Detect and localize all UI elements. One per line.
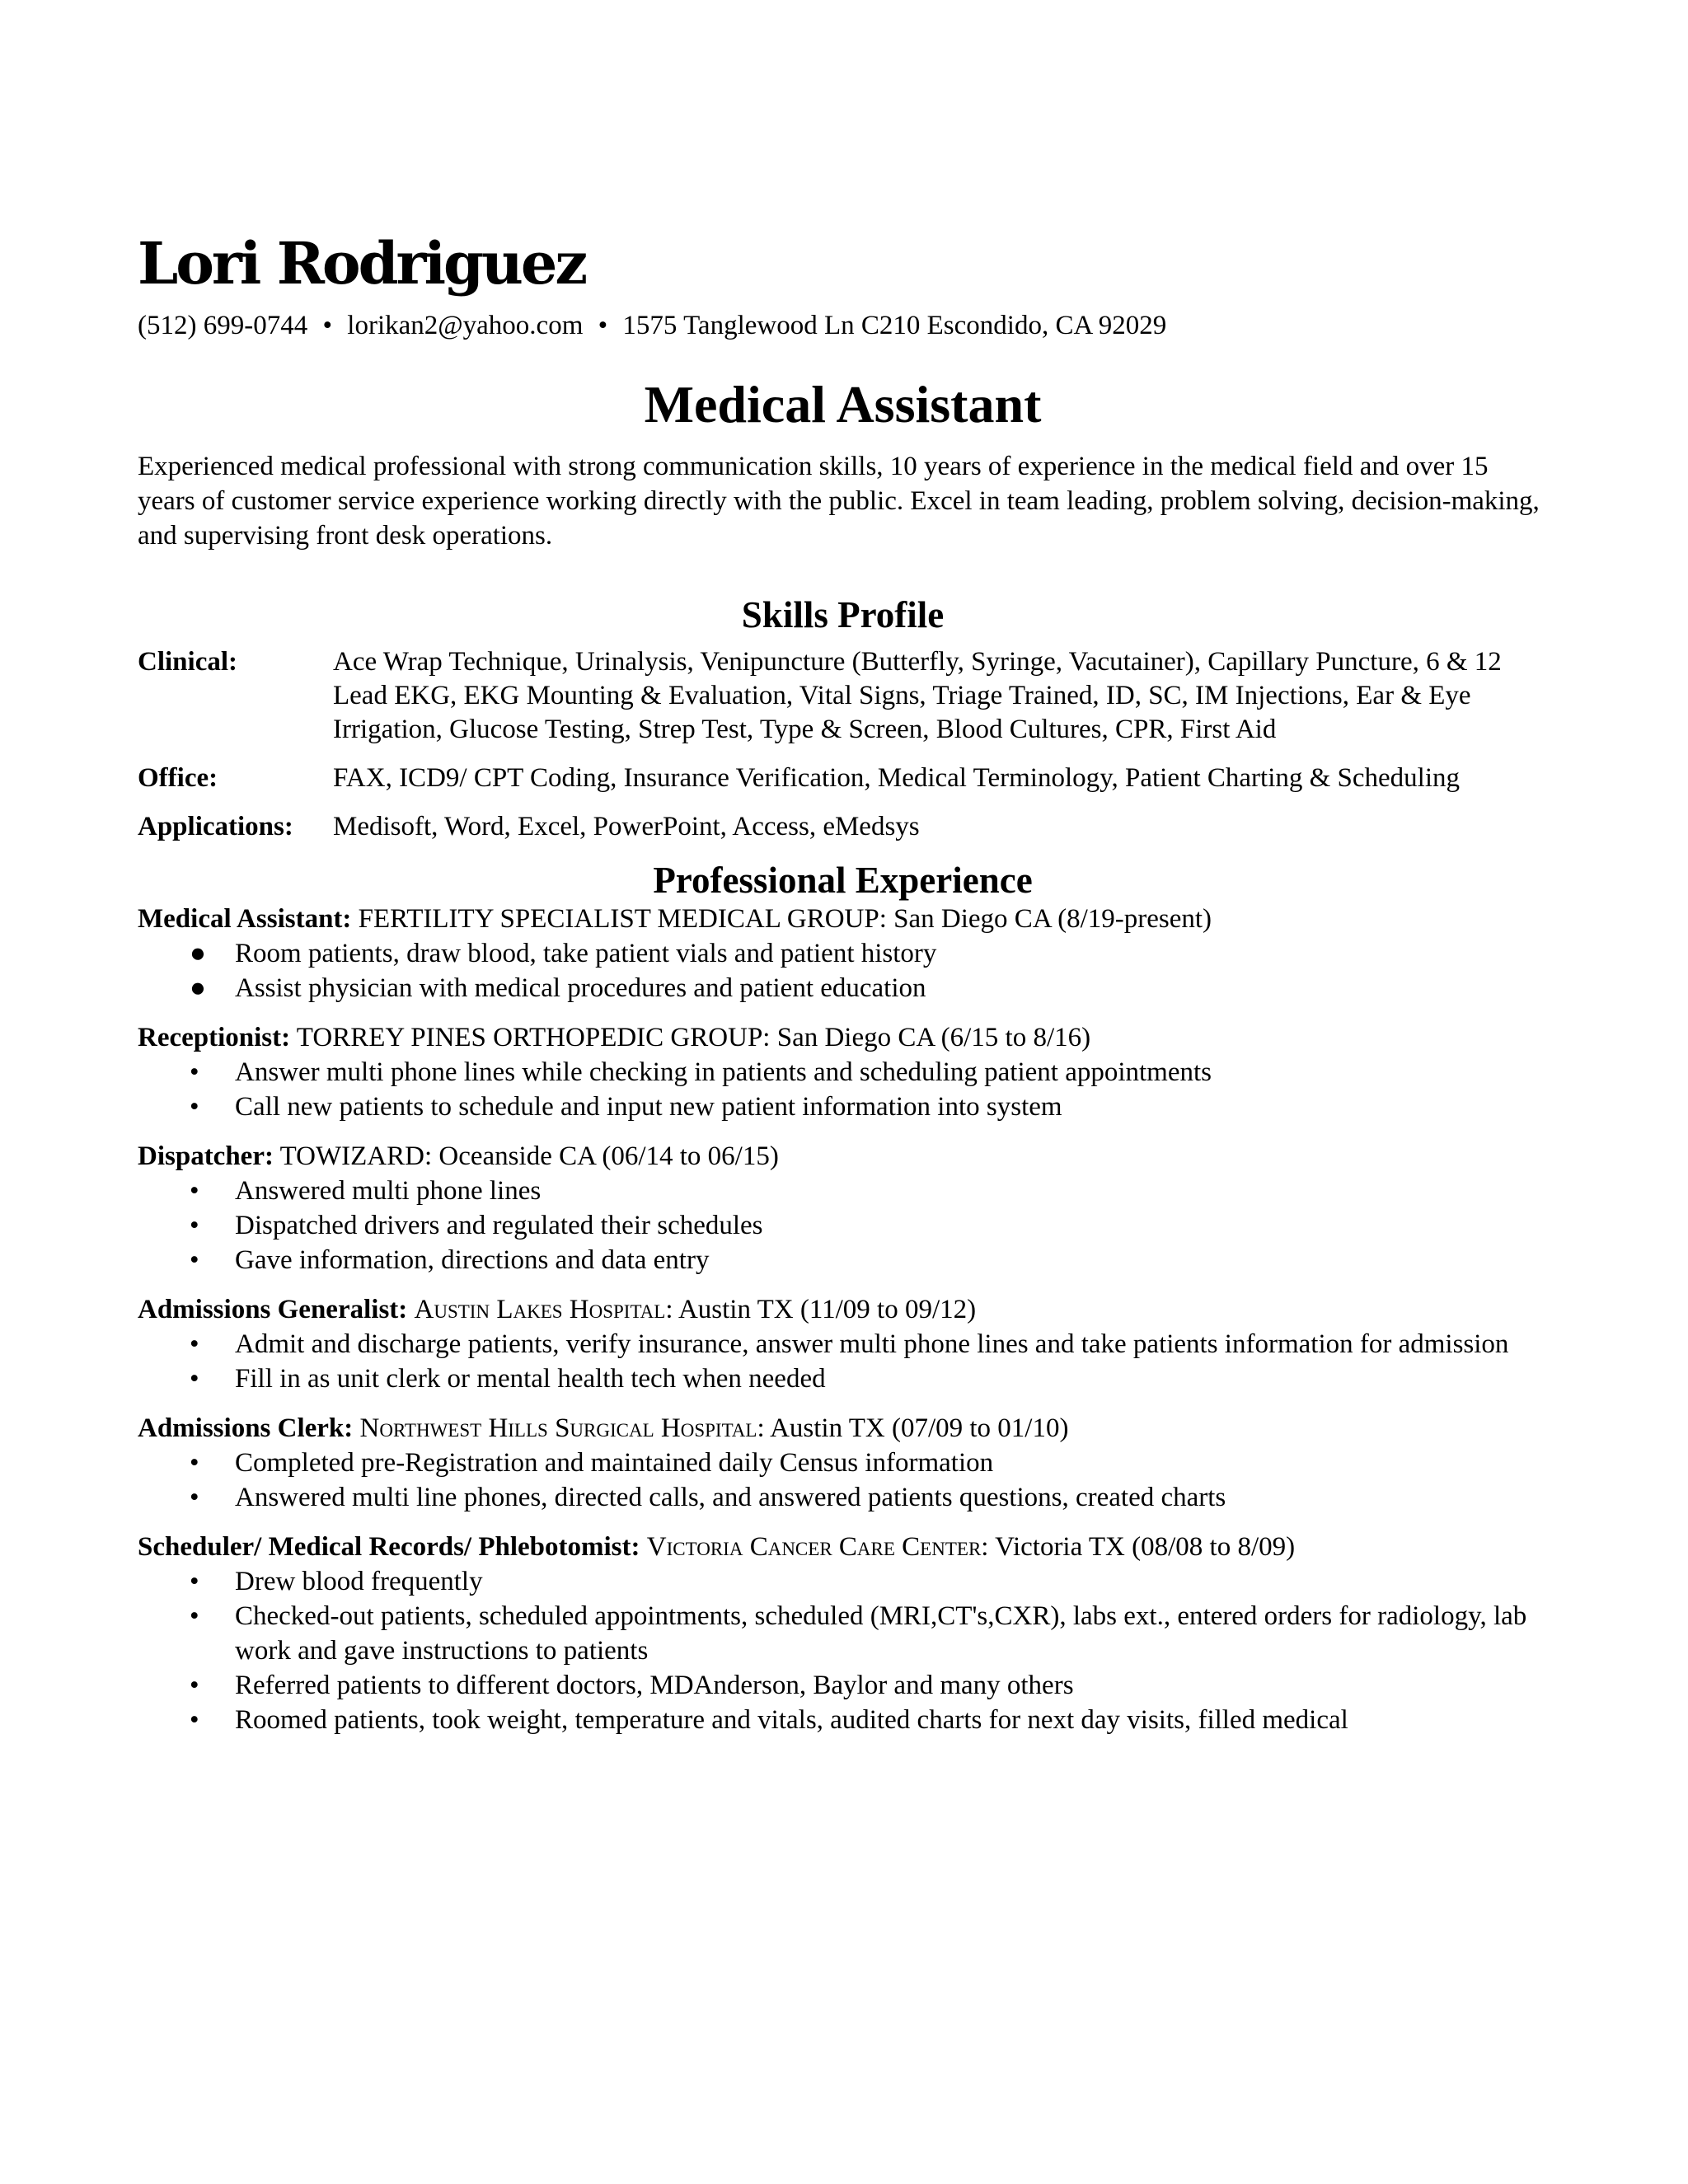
duty-text: Assist physician with medical procedures and patient education [235, 973, 926, 1003]
job-location-dates: Austin TX (11/09 to 09/12) [678, 1295, 977, 1324]
experience-list [138, 902, 1548, 1737]
contact-separator-1: • [322, 311, 333, 340]
skill-value: FAX, ICD9/ CPT Coding, Insurance Verification, Medical Terminology, Patient Charting & Scheduling [333, 763, 1461, 793]
skill-value: Medisoft, Word, Excel, PowerPoint, Access, eMedsys [333, 812, 920, 841]
duty-item [138, 1174, 1548, 1208]
job-employer: FERTILITY SPECIALIST MEDICAL GROUP: [358, 904, 887, 934]
duty-text: Answered multi phone lines [235, 1176, 542, 1206]
job-role: Scheduler/ Medical Records/ Phlebotomist: [138, 1532, 640, 1562]
job-employer: Austin Lakes Hospital: [414, 1295, 673, 1324]
duty-list [138, 1327, 1548, 1396]
job-role: Admissions Generalist: [138, 1295, 408, 1324]
duty-text: Drew blood frequently [235, 1567, 483, 1596]
skill-value: Ace Wrap Technique, Urinalysis, Venipuncture (Butterfly, Syringe, Vacutainer), Capillary Puncture, 6 & 12 Lead EKG, EKG Mounting & Evaluation, Vital Signs, Triage Trained, ID, SC, IM Injections, Ear & Eye Irrigation, Glucose Testing, Strep Test, Type & Screen, Blood Cultures, CPR, First Aid [333, 647, 1502, 744]
duty-text: Gave information, directions and data entry [235, 1245, 710, 1275]
duty-list [138, 1055, 1548, 1124]
duty-text: Completed pre-Registration and maintained daily Census information [235, 1448, 994, 1478]
job-entry-receptionist [138, 1020, 1548, 1124]
job-employer: Northwest Hills Surgical Hospital: [359, 1413, 765, 1443]
duty-text: Admit and discharge patients, verify insurance, answer multi phone lines and take patients information for admission [235, 1329, 1509, 1359]
skill-label: Clinical: [138, 647, 237, 677]
bullet-icon: • [190, 1601, 199, 1631]
duty-item [138, 1480, 1548, 1515]
duty-text: Roomed patients, took weight, temperature and vitals, audited charts for next day visits, filled medical [235, 1705, 1348, 1735]
bullet-icon: ● [190, 939, 206, 968]
skill-row-clinical [138, 645, 1548, 747]
contact-address: 1575 Tanglewood Ln C210 Escondido, CA 92029 [622, 311, 1167, 340]
bullet-icon: • [190, 1245, 199, 1275]
job-entry-admissions-generalist [138, 1292, 1548, 1396]
summary-paragraph: Experienced medical professional with strong communication skills, 10 years of experience in the medical field and over 15 years of customer service experience working directly with the public. Excel in team leading, problem solving, decision-making, and supervising front desk operations. [138, 452, 1540, 551]
contact-phone: (512) 699-0744 [138, 311, 308, 340]
skill-label: Office: [138, 763, 218, 793]
job-location-dates: Oceanside CA (06/14 to 06/15) [438, 1141, 779, 1171]
bullet-icon: • [190, 1329, 199, 1359]
job-header [138, 1020, 1548, 1055]
candidate-name: Lori Rodriguez [138, 229, 586, 298]
duty-item [138, 1446, 1548, 1480]
job-location-dates: Victoria TX (08/08 to 8/09) [995, 1532, 1296, 1562]
duty-list [138, 936, 1548, 1005]
contact-email: lorikan2@yahoo.com [347, 311, 584, 340]
job-entry-medical-assistant [138, 902, 1548, 1005]
duty-text: Answered multi line phones, directed calls, and answered patients questions, created charts [235, 1483, 1226, 1512]
skills-list [138, 645, 1548, 844]
duty-text: Checked-out patients, scheduled appointments, scheduled (MRI,CT's,CXR), labs ext., entered orders for radiology, lab work and gave instructions to patients [235, 1601, 1527, 1666]
bullet-icon: • [190, 1057, 199, 1087]
bullet-icon: ● [190, 973, 206, 1003]
job-header [138, 1530, 1548, 1564]
job-role: Medical Assistant: [138, 904, 352, 934]
duty-text: Call new patients to schedule and input new patient information into system [235, 1092, 1062, 1122]
bullet-icon: • [190, 1483, 199, 1512]
bullet-icon: • [190, 1176, 199, 1206]
job-employer: TOWIZARD: [279, 1141, 433, 1171]
duty-text: Fill in as unit clerk or mental health tech when needed [235, 1364, 826, 1394]
duty-item [138, 1055, 1548, 1090]
skill-row-applications [138, 810, 1548, 844]
duty-item [138, 1090, 1548, 1124]
job-role: Receptionist: [138, 1023, 291, 1052]
job-employer: Victoria Cancer Care Center: [646, 1532, 989, 1562]
duty-item [138, 1668, 1548, 1703]
duty-item [138, 1703, 1548, 1737]
bullet-icon: • [190, 1364, 199, 1394]
bullet-icon: • [190, 1705, 199, 1735]
contact-line [138, 309, 1548, 342]
duty-item [138, 1208, 1548, 1243]
duty-text: Answer multi phone lines while checking in patients and scheduling patient appointments [235, 1057, 1212, 1087]
job-title: Medical Assistant [644, 375, 1042, 434]
job-location-dates: San Diego CA (6/15 to 8/16) [776, 1023, 1091, 1052]
duty-list [138, 1446, 1548, 1515]
job-location-dates: San Diego CA (8/19-present) [893, 904, 1212, 934]
duty-list [138, 1564, 1548, 1737]
bullet-icon: • [190, 1092, 199, 1122]
duty-item [138, 1564, 1548, 1599]
job-location-dates: Austin TX (07/09 to 01/10) [770, 1413, 1069, 1443]
job-header [138, 1292, 1548, 1327]
bullet-icon: • [190, 1448, 199, 1478]
job-employer: TORREY PINES ORTHOPEDIC GROUP: [296, 1023, 771, 1052]
duty-text: Room patients, draw blood, take patient vials and patient history [235, 939, 937, 968]
duty-item [138, 1599, 1548, 1668]
duty-item [138, 971, 1548, 1005]
job-role: Dispatcher: [138, 1141, 274, 1171]
skill-row-office [138, 762, 1548, 795]
job-role: Admissions Clerk: [138, 1413, 354, 1443]
duty-item [138, 1327, 1548, 1361]
job-entry-admissions-clerk [138, 1411, 1548, 1515]
skills-heading: Skills Profile [741, 594, 945, 635]
job-entry-scheduler [138, 1530, 1548, 1737]
job-entry-dispatcher [138, 1139, 1548, 1277]
duty-list [138, 1174, 1548, 1277]
bullet-icon: • [190, 1211, 199, 1240]
duty-item [138, 1361, 1548, 1396]
job-header [138, 902, 1548, 936]
duty-item [138, 1243, 1548, 1277]
duty-text: Dispatched drivers and regulated their schedules [235, 1211, 763, 1240]
skill-label: Applications: [138, 812, 293, 841]
bullet-icon: • [190, 1671, 199, 1700]
bullet-icon: • [190, 1567, 199, 1596]
experience-heading: Professional Experience [653, 860, 1033, 901]
job-header [138, 1411, 1548, 1446]
job-header [138, 1139, 1548, 1174]
contact-separator-2: • [598, 311, 608, 340]
duty-text: Referred patients to different doctors, MDAnderson, Baylor and many others [235, 1671, 1074, 1700]
duty-item [138, 936, 1548, 971]
